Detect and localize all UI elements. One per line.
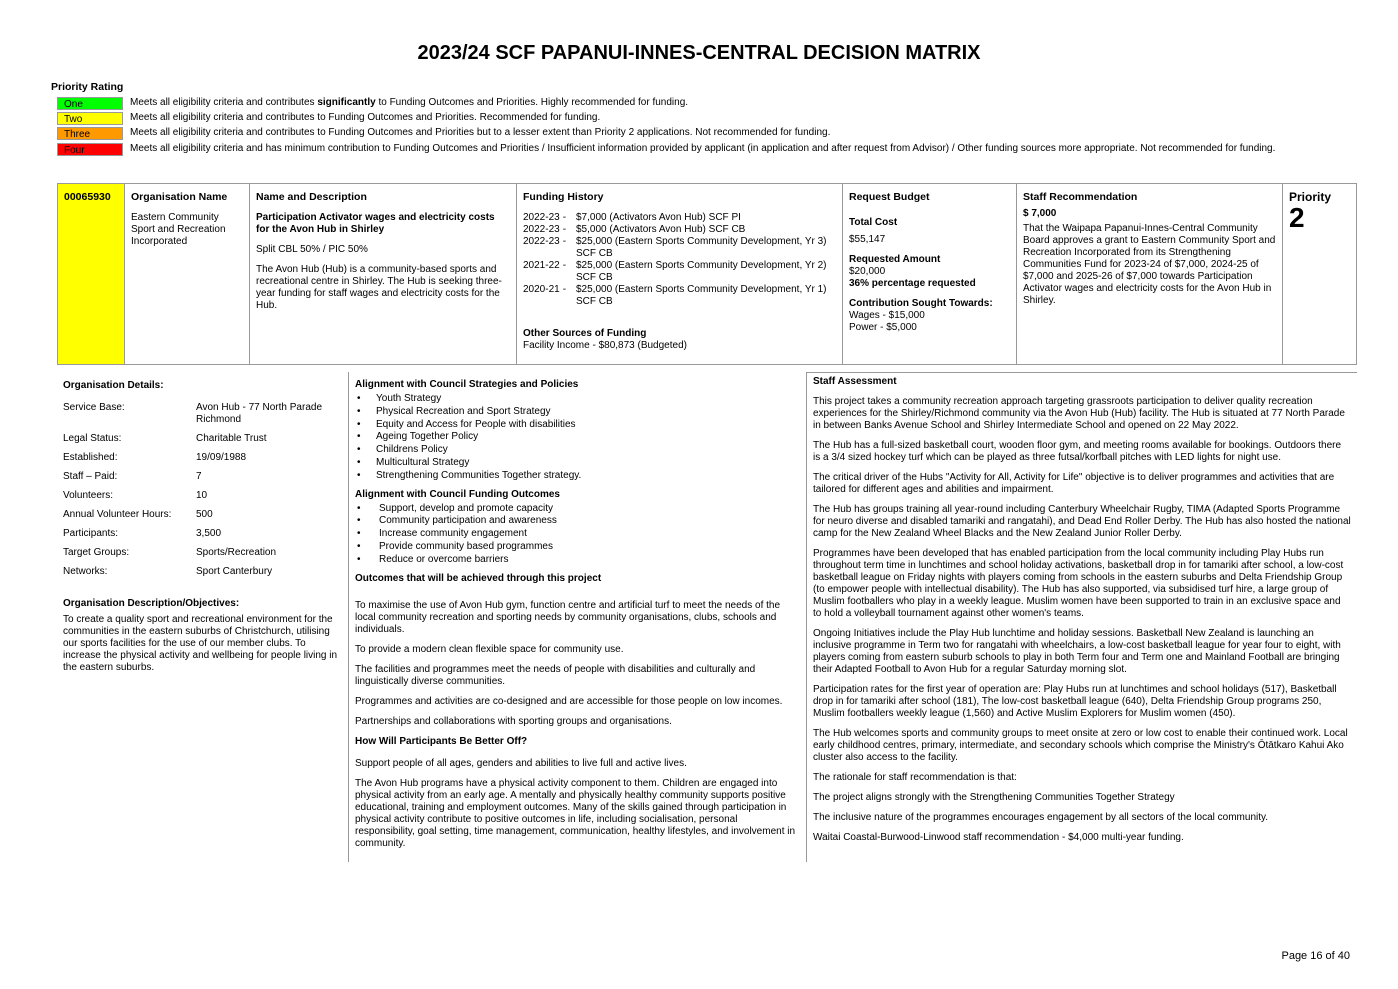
details-section (57, 372, 1357, 862)
org-name-cell (125, 184, 250, 365)
assessment-paragraph: The critical driver of the Hubs "Activity for All, Activity for Life" objective is to deliver programmes and activities that are tailored for different ages and abilities and impairment. (813, 472, 1335, 495)
org-detail-key: Networks: (63, 566, 108, 577)
priority-desc-bold: significantly (317, 97, 376, 108)
org-detail-value: 10 (196, 490, 208, 501)
org-detail-row (63, 490, 341, 502)
list-item: • Provide community based programmes (355, 541, 799, 554)
history-dash: - (560, 260, 567, 271)
list-item: • Increase community engagement (355, 528, 799, 541)
history-dash: - (560, 212, 567, 223)
org-detail-value: Charitable Trust (196, 433, 267, 444)
priority-rating-label: Priority Rating (51, 81, 124, 93)
org-detail-value: Avon Hub - 77 North Parade Richmond (196, 402, 323, 425)
list-item: • Strengthening Communities Together strategy. (355, 470, 799, 483)
outcomes-list (355, 503, 799, 567)
staff-assessment-heading: Staff Assessment (813, 376, 897, 387)
history-text: $25,000 (Eastern Sports Community Development, Yr 3) SCF CB (576, 236, 827, 259)
achieved-paragraph: To maximise the use of Avon Hub gym, function centre and artificial turf to meet the needs of the local community recreation and sporting needs by community organisations, clubs, schools and individuals. (355, 599, 781, 635)
priority-desc: Meets all eligibility criteria and contributes (130, 97, 318, 108)
total-cost-label: Total Cost (849, 217, 898, 228)
strategies-heading: Alignment with Council Strategies and Policies (355, 379, 579, 390)
org-detail-row (63, 433, 341, 445)
achieved-paragraph: To provide a modern clean flexible space for community use. (355, 643, 624, 655)
history-year: 2022-23 (523, 212, 560, 223)
priority-swatch-two: Two (57, 112, 123, 125)
list-item: • Physical Recreation and Sport Strategy (355, 406, 799, 419)
better-off-heading: How Will Participants Be Better Off? (355, 735, 528, 747)
org-detail-value: 7 (196, 471, 202, 482)
priority-heading: Priority (1289, 190, 1332, 204)
priority-desc: Meets all eligibility criteria and contributes to Funding Outcomes and Priorities but to a lesser extent than Priority 2 applications. Not recommended for funding. (130, 127, 831, 138)
funding-history-item (523, 284, 836, 308)
org-detail-value: 3,500 (196, 528, 222, 539)
project-title: Participation Activator wages and electricity costs for the Avon Hub in Shirley (256, 212, 495, 235)
better-off-paragraph: The Avon Hub programs have a physical activity component to them. Children are engaged into physical activity from an early age. A mentally and physically healthy community supports positive educational, training and employment outcomes. Many of the skills gained through participation in physical activity contribute to positive outcomes in life, including socialisation, personal responsibility, goal setting, time management, communication, healthy lifestyles, and involvement in community. (355, 777, 796, 849)
list-item: • Equity and Access for People with disabilities (355, 419, 799, 432)
org-detail-value: 500 (196, 509, 213, 520)
org-detail-row (63, 528, 341, 540)
funding-split: Split CBL 50% / PIC 50% (256, 244, 368, 255)
list-item: • Multicultural Strategy (355, 457, 799, 470)
funding-history-item (523, 260, 836, 284)
staff-recommended-amount: $ 7,000 (1023, 208, 1057, 219)
outcomes-heading: Alignment with Council Funding Outcomes (355, 488, 560, 500)
application-id: 00065930 (64, 191, 111, 203)
assessment-paragraph: Ongoing Initiatives include the Play Hub lunchtime and holiday sessions. Basketball New Zealand is launching an inclusive programme in Term two for rangatahi with wheelchairs, a low-cost basketball league for year four to eight, with players coming from eastern suburb schools to play in both Term four and Term one and Mainland Football are bringing their Adapted Football to Avon Hub for a regular Saturday morning slot. (813, 628, 1341, 675)
priority-swatch-one: One (57, 97, 123, 110)
org-detail-key: Staff – Paid: (63, 471, 118, 482)
history-text: $25,000 (Eastern Sports Community Development, Yr 1) SCF CB (576, 284, 827, 307)
history-year: 2021-22 (523, 260, 560, 271)
list-item: • Youth Strategy (355, 393, 799, 406)
org-detail-value: Sport Canterbury (196, 566, 273, 577)
requested-amount: $20,000 (849, 266, 886, 277)
org-detail-key: Established: (63, 452, 118, 463)
assessment-paragraph: The inclusive nature of the programmes encourages engagement by all sectors of the local community. (813, 812, 1269, 823)
page-number: Page 16 of 40 (1281, 950, 1350, 962)
assessment-paragraph: The rationale for staff recommendation is that: (813, 772, 1017, 783)
request-budget-heading: Request Budget (849, 191, 930, 203)
achieved-paragraph: The facilities and programmes meet the needs of people with disabilities and culturally and linguistically diverse communities. (355, 663, 756, 687)
org-detail-row (63, 566, 341, 578)
priority-desc: Meets all eligibility criteria and has minimum contribution to Funding Outcomes and Priorities / Insufficient information provided by applicant (in application and after request from Advisor) / Other funding sources more appropriate. Not recommended for funding. (130, 143, 1276, 154)
org-description-heading: Organisation Description/Objectives: (63, 598, 240, 609)
org-detail-row (63, 547, 341, 559)
better-off-paragraph: Support people of all ages, genders and abilities to live full and active lives. (355, 757, 687, 769)
staff-recommendation-cell (1017, 184, 1283, 365)
staff-recommendation-text: That the Waipapa Papanui-Innes-Central Community Board approves a grant to Eastern Community Sport and Recreation Incorporated from its Strengthening Communities Fund for 2023-24 of $7,000, 2024-25 of $7,000 and 2025-26 of $7,000 towards Participation Activator wages and electricity costs for the Avon Hub in Shirley. (1023, 223, 1276, 306)
name-description-heading: Name and Description (256, 191, 367, 203)
org-name: Eastern Community Sport and Recreation Incorporated (131, 212, 226, 247)
list-item: • Ageing Together Policy (355, 431, 799, 444)
history-text: $5,000 (Activators Avon Hub) SCF CB (576, 224, 746, 235)
org-details-column (57, 372, 347, 862)
history-dash: - (560, 284, 567, 295)
staff-recommendation-heading: Staff Recommendation (1023, 191, 1138, 203)
org-detail-row (63, 452, 341, 464)
other-sources-heading: Other Sources of Funding (523, 328, 647, 339)
priority-row-two (57, 112, 1310, 125)
org-detail-value: Sports/Recreation (196, 547, 277, 558)
assessment-paragraph: The Hub welcomes sports and community groups to meet onsite at zero or low cost to enable their continued work. Local early childhood centres, primary, intermediate, and secondary schools which comprise the Ministry's Ōtātkaro Kahui Ako cluster also access to the facility. (813, 728, 1348, 763)
history-year: 2020-21 (523, 284, 560, 295)
achieved-paragraph: Programmes and activities are co-designed and are accessible for those people on low incomes. (355, 695, 783, 707)
contribution-wages: Wages - $15,000 (849, 310, 925, 321)
priority-cell (1283, 184, 1357, 365)
org-detail-row (63, 509, 341, 521)
funding-history-item (523, 224, 836, 236)
assessment-paragraph: Waitai Coastal-Burwood-Linwood staff recommendation - $4,000 multi-year funding. (813, 832, 1184, 843)
org-name-heading: Organisation Name (131, 191, 228, 203)
name-description-cell (250, 184, 517, 365)
requested-amount-label: Requested Amount (849, 254, 941, 265)
priority-row-four (57, 143, 1310, 156)
achieved-paragraph: Partnerships and collaborations with sporting groups and organisations. (355, 715, 672, 727)
assessment-paragraph: The project aligns strongly with the Strengthening Communities Together Strategy (813, 792, 1175, 803)
history-year: 2022-23 (523, 224, 560, 235)
list-item: • Childrens Policy (355, 444, 799, 457)
assessment-paragraph: The Hub has a full-sized basketball court, wooden floor gym, and meeting rooms available for bookings. Outdoors there is a 3/4 sized hockey turf which can be played as three futsal/korfball pitches with LED lights for night use. (813, 440, 1342, 463)
org-detail-key: Volunteers: (63, 490, 114, 501)
org-detail-key: Legal Status: (63, 433, 122, 444)
org-detail-key: Service Base: (63, 402, 125, 413)
list-item: • Support, develop and promote capacity (355, 503, 799, 516)
funding-history-item (523, 212, 836, 224)
funding-history-item (523, 236, 836, 260)
application-id-cell (58, 184, 125, 365)
org-detail-row (63, 471, 341, 483)
assessment-paragraph: The Hub has groups training all year-round including Canterbury Wheelchair Rugby, TIMA (Adapted Sports Programme for neuro diverse and disabled tamariki and rangatahi), and Dead End Roller Derby. The Hub has also hosted the national camp for the New Zealand Wheel Blacks and the New Zealand Junior Roller Derby. (813, 504, 1351, 539)
assessment-paragraph: This project takes a community recreation approach targeting grassroots participation to deliver quality recreation experiences for the Shirley/Richmond community via the Avon Hub (Hub) facility. The Hub is situated at 77 North Parade in between Banks Avenue School and Shirley Intermediate School and opened on 22 May 2022. (813, 396, 1345, 431)
alignment-column (348, 372, 805, 862)
list-item: • Reduce or overcome barriers (355, 554, 799, 567)
total-cost: $55,147 (849, 234, 886, 245)
page-title: 2023/24 SCF PAPANUI-INNES-CENTRAL DECISION MATRIX (417, 42, 981, 64)
strategies-list (355, 393, 799, 483)
org-detail-value: 19/09/1988 (196, 452, 247, 463)
contribution-power: Power - $5,000 (849, 322, 917, 333)
history-year: 2022-23 (523, 236, 560, 247)
org-detail-key: Target Groups: (63, 547, 130, 558)
assessment-paragraph: Participation rates for the first year of operation are: Play Hubs run at lunchtimes and school holidays (517), Basketball drop in for tamariki after school (181), The low-cost basketball league (640), Delta Friendship Group programs 250, Muslim footballers weekly league (1,560) and Active Muslim Explorers for Muslim women (450). (813, 684, 1337, 719)
achieved-heading: Outcomes that will be achieved through this project (355, 572, 602, 584)
assessment-paragraph: Programmes have been developed that has enabled participation from the local community including Play Hubs run throughout term time in lunchtimes and school holiday activations, basketball drop in for tamariki after school, a low-cost basketball league on Friday nights with players coming from schools in the eastern suburbs and Delta Friendship Group (to empower people with intellectual disability). The Hub has also supported, via subsidised turf hire, a large group of Muslim footballers who play in a weekly league. Muslim women have been supported to train in an exclusive space and to hold a volleyball tournament against other women's teams. (813, 548, 1344, 619)
staff-assessment-column (806, 372, 1357, 862)
list-item: • Community participation and awareness (355, 515, 799, 528)
priority-swatch-three: Three (57, 127, 123, 140)
application-table (57, 183, 1357, 365)
funding-history-cell (517, 184, 843, 365)
other-sources: Facility Income - $80,873 (Budgeted) (523, 340, 687, 351)
org-detail-row (63, 402, 341, 426)
history-dash: - (560, 224, 567, 235)
history-text: $25,000 (Eastern Sports Community Development, Yr 2) SCF CB (576, 260, 827, 283)
priority-desc: Meets all eligibility criteria and contributes to Funding Outcomes and Priorities. Recommended for funding. (130, 112, 601, 123)
org-description: To create a quality sport and recreational environment for the communities in the eastern suburbs of Christchurch, utilising our sports facilities for the use of our member clubs. To increase the physical activity and wellbeing for people living in the eastern suburbs. (63, 614, 338, 673)
history-text: $7,000 (Activators Avon Hub) SCF PI (576, 212, 741, 223)
priority-value: 2 (1289, 202, 1305, 233)
percentage-requested: 36% percentage requested (849, 278, 976, 289)
history-dash: - (560, 236, 567, 247)
org-detail-key: Participants: (63, 528, 119, 539)
priority-swatch-four: Four (57, 143, 123, 156)
priority-row-three (57, 127, 1310, 140)
org-details-heading: Organisation Details: (63, 380, 164, 391)
request-budget-cell (843, 184, 1017, 365)
project-description: The Avon Hub (Hub) is a community-based sports and recreational centre in Shirley. The Hub is seeking three-year funding for staff wages and electricity costs for the Hub. (256, 264, 502, 311)
priority-row-one (57, 97, 1310, 110)
org-detail-key: Annual Volunteer Hours: (63, 509, 172, 520)
priority-desc: to Funding Outcomes and Priorities. Highly recommended for funding. (375, 97, 689, 108)
funding-history-heading: Funding History (523, 191, 604, 203)
contribution-sought-label: Contribution Sought Towards: (849, 298, 993, 309)
